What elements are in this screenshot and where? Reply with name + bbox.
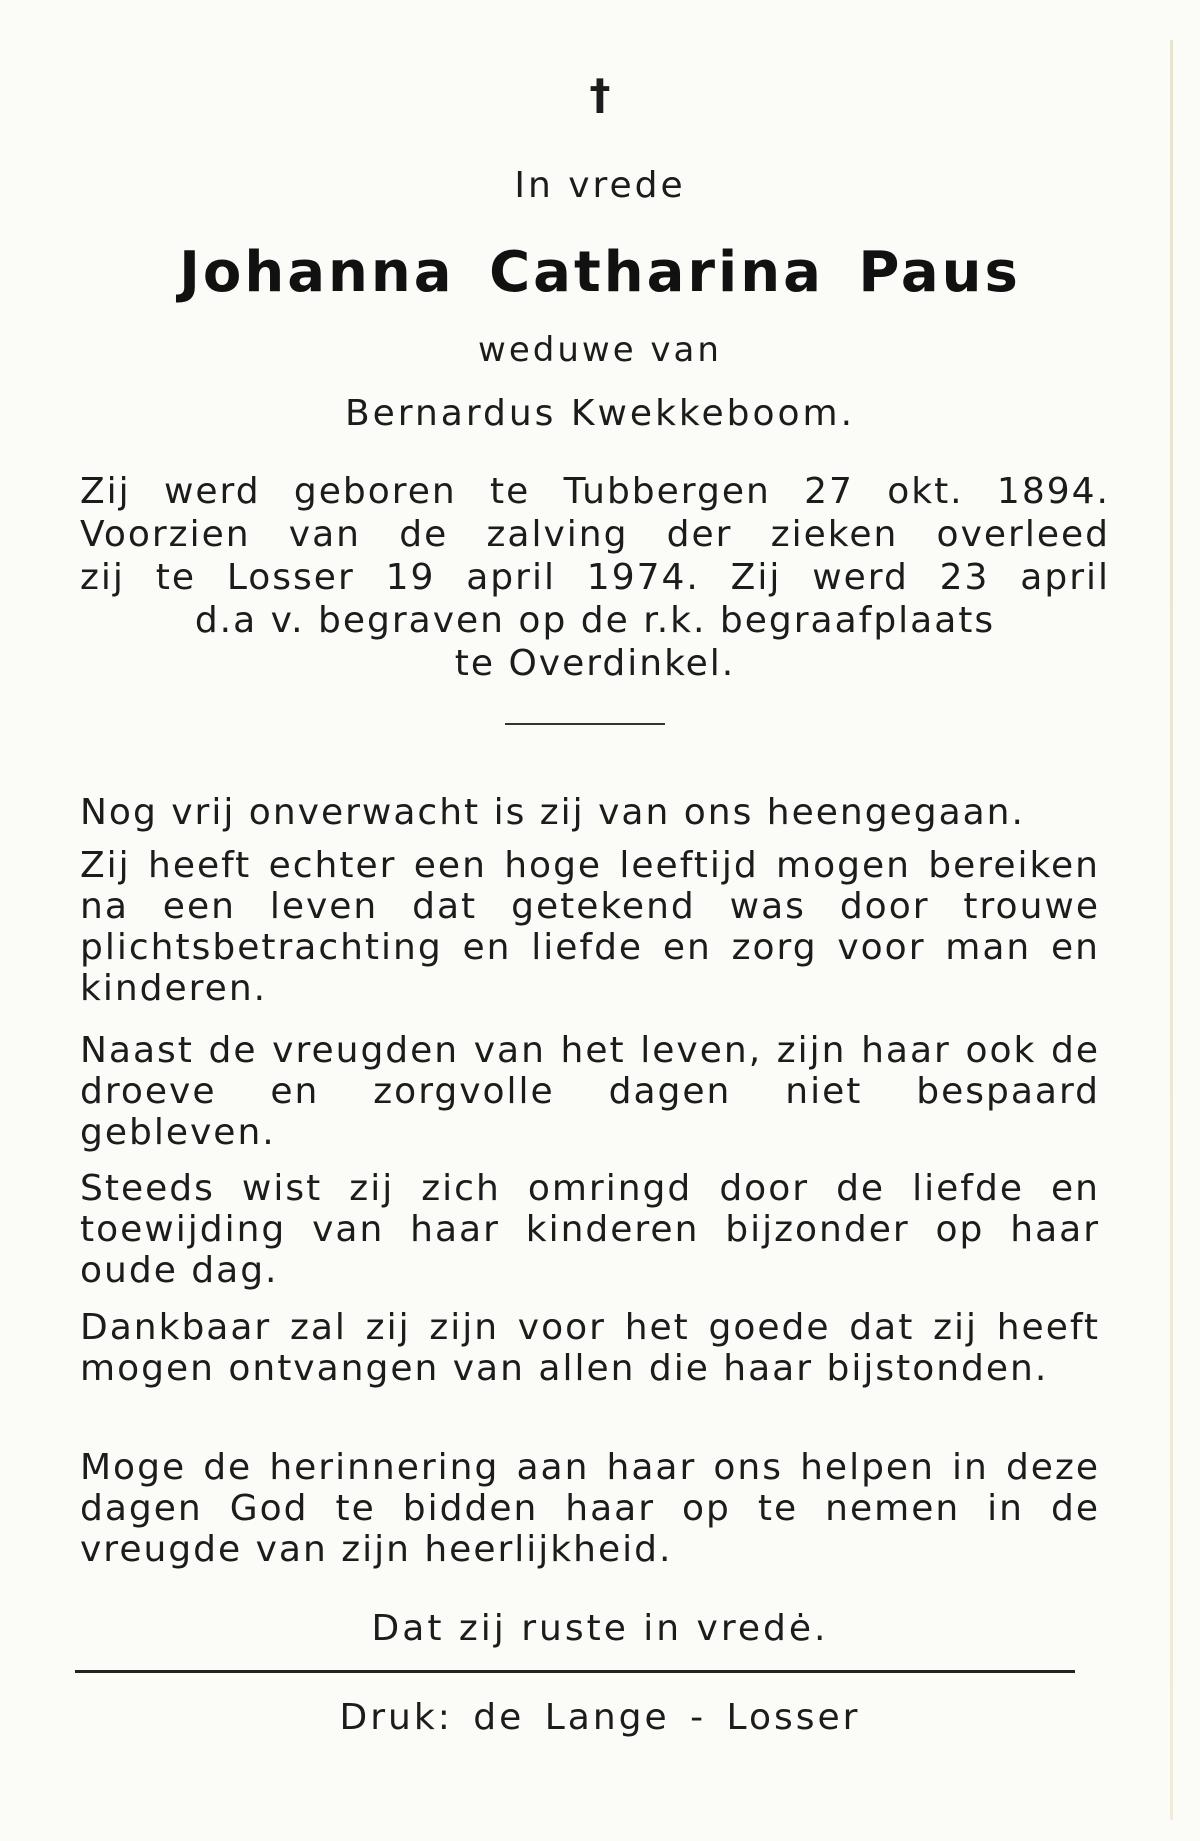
- paragraph: Zij heeft echter een hoge leeftijd mogen bereiken na een leven dat getekend was door trouwe plichtsbetrachting en liefde en zorg voor man en kinderen.: [80, 845, 1100, 1009]
- bio-line: zij te Losser 19 april 1974. Zij werd 23 april: [80, 557, 1110, 598]
- printer-credit: Druk: de Lange - Losser: [339, 1697, 861, 1738]
- paragraph: Naast de vreugden van het leven, zijn haar ook de droeve en zorgvolle dagen niet bespaard gebleven.: [80, 1030, 1100, 1153]
- paragraph: Dankbaar zal zij zijn voor het goede dat zij heeft mogen ontvangen van allen die haar bijstonden.: [80, 1307, 1100, 1389]
- deceased-name: Johanna Catharina Paus: [179, 240, 1021, 305]
- card-edge: [1170, 40, 1173, 1820]
- paragraph: Steeds wist zij zich omringd door de liefde en toewijding van haar kinderen bijzonder op haar oude dag.: [80, 1168, 1100, 1291]
- bio-line: d.a v. begraven op de r.k. begraafplaats: [194, 600, 996, 641]
- bio-line: te Overdinkel.: [454, 643, 736, 684]
- husband-name: Bernardus Kwekkeboom.: [344, 393, 856, 434]
- relation-text: weduwe van: [478, 330, 722, 370]
- divider-long: [75, 1670, 1075, 1673]
- greeting: In vrede: [514, 165, 686, 206]
- cross-symbol: †: [589, 70, 611, 119]
- biography: [80, 470, 1110, 685]
- paragraph: Nog vrij onverwacht is zij van ons heengegaan.: [80, 792, 1025, 833]
- paragraph: Moge de herinnering aan haar ons helpen in deze dagen God te bidden haar op te nemen in de vreugde van zijn heerlijkheid.: [80, 1447, 1100, 1570]
- closing-line: Dat zij ruste in vredė.: [371, 1608, 829, 1649]
- divider-short: [505, 723, 665, 725]
- bio-line: Voorzien van de zalving der zieken overleed: [80, 514, 1110, 555]
- bio-line: Zij werd geboren te Tubbergen 27 okt. 1894.: [80, 471, 1110, 512]
